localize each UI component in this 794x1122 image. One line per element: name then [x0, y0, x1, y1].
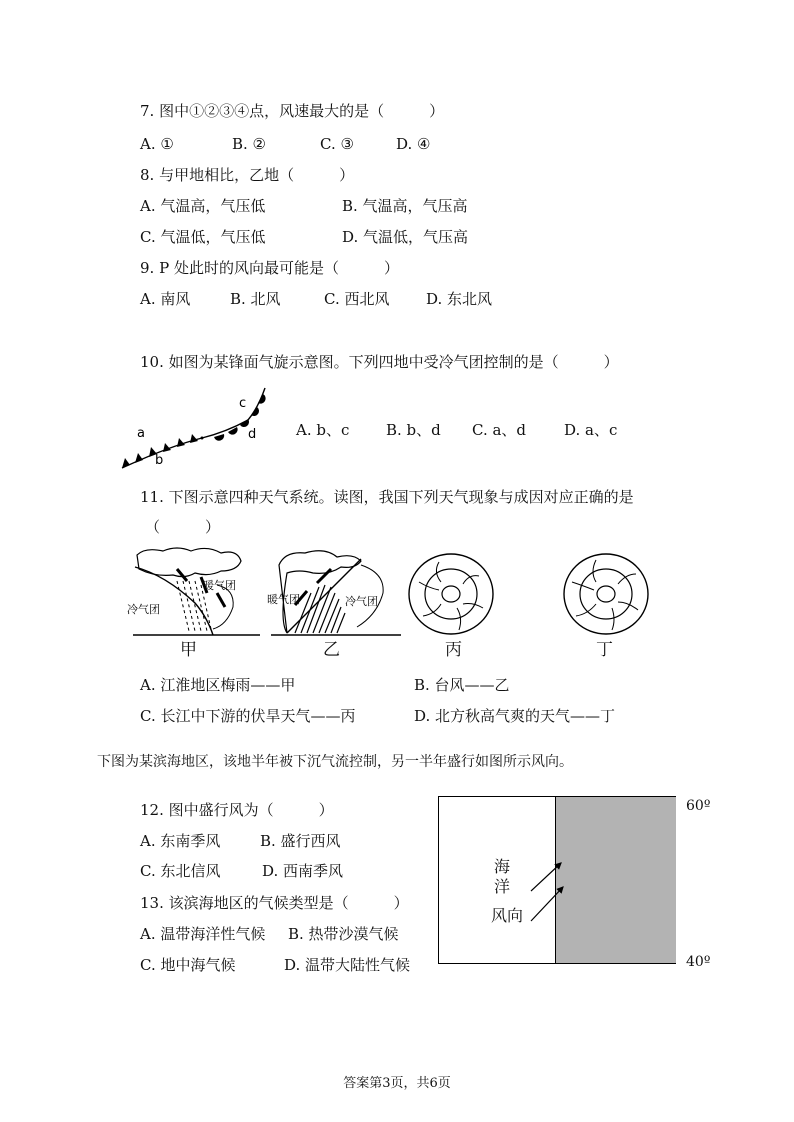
ocean-label	[494, 857, 510, 897]
page-footer: 答案第3页，共6页	[343, 1076, 451, 1091]
q10-stem: 10. 如图为某锋面气旋示意图。下列四地中受冷气团控制的是（ ）	[140, 353, 619, 371]
q13-option-d: D. 温带大陆性气候	[284, 956, 411, 974]
wind-arrow-icon	[531, 887, 563, 921]
cyclone-center-dot	[201, 437, 204, 440]
point-b-label: b	[155, 453, 164, 468]
q9-option-c: C. 西北风	[324, 290, 390, 308]
point-d-label: d	[248, 427, 257, 442]
q13-option-a: A. 温带海洋性气候	[140, 925, 266, 943]
cold-front-triangle	[190, 434, 198, 443]
q12-option-d: D. 西南季风	[262, 862, 344, 880]
q11-option-c: C. 长江中下游的伏旱天气——丙	[140, 707, 356, 725]
ocean-label-char1: 海	[494, 857, 511, 876]
center-isobar	[597, 586, 615, 602]
point-c-label: c	[239, 396, 247, 411]
q8-option-a: A. 气温高，气压低	[140, 197, 266, 215]
caption-jia: 甲	[180, 640, 197, 660]
lat-40-label: 40º	[686, 954, 711, 970]
q11-stem-cont: （ ）	[145, 518, 221, 536]
intro-text: 下图为某滨海地区，该地半年被下沉气流控制，另一半年盛行如图所示风向。	[97, 754, 573, 770]
q8-stem: 8. 与甲地相比，乙地（ ）	[140, 166, 355, 184]
q7-option-d: D. ④	[396, 135, 431, 153]
middle-isobar	[425, 569, 477, 619]
caption-ding: 丁	[596, 640, 613, 660]
diagram-ding	[560, 550, 655, 640]
cloud	[137, 548, 241, 577]
diagram-jia	[125, 545, 265, 640]
center-isobar	[442, 586, 460, 602]
q12-option-b: B. 盛行西风	[260, 832, 341, 850]
q10-option-a: A. b、c	[296, 421, 350, 439]
q9-option-a: A. 南风	[140, 290, 191, 308]
q7-option-a: A. ①	[140, 135, 174, 153]
caption-yi: 乙	[323, 640, 340, 660]
q9-option-d: D. 东北风	[426, 290, 493, 308]
inflow-arrows	[419, 562, 483, 630]
q13-option-b: B. 热带沙漠气候	[288, 925, 399, 943]
q11-option-b: B. 台风——乙	[414, 676, 510, 694]
cold-air-label: 冷气团	[127, 603, 160, 616]
q13-stem: 13. 该滨海地区的气候类型是（ ）	[140, 894, 409, 912]
diagram-yi	[265, 545, 405, 640]
lat-60-label: 60º	[686, 798, 711, 814]
q10-option-b: B. b、d	[386, 421, 441, 439]
warm-front-semicircle	[251, 407, 259, 416]
cloud	[279, 551, 361, 633]
point-a-label: a	[137, 426, 145, 441]
diagram-bing	[405, 550, 500, 640]
wind-arrows	[525, 857, 575, 927]
q7-option-c: C. ③	[320, 135, 354, 153]
cold-front-triangle	[135, 453, 143, 463]
cold-front-triangle	[177, 438, 185, 447]
q11-option-d: D. 北方秋高气爽的天气——丁	[414, 707, 616, 725]
q8-option-c: C. 气温低，气压低	[140, 228, 266, 246]
q12-option-a: A. 东南季风	[140, 832, 221, 850]
q11-stem: 11. 下图示意四种天气系统。读图，我国下列天气现象与成因对应正确的是	[140, 488, 634, 506]
q8-option-d: D. 气温低，气压高	[342, 228, 469, 246]
cold-air-label: 冷气团	[345, 595, 378, 608]
q9-stem: 9. P 处此时的风向最可能是（ ）	[140, 259, 399, 277]
q12-stem: 12. 图中盛行风为（ ）	[140, 801, 334, 819]
q8-option-b: B. 气温高，气压高	[342, 197, 468, 215]
q11-option-a: A. 江淮地区梅雨——甲	[140, 676, 296, 694]
warm-front-semicircle	[214, 434, 224, 441]
warm-air-label: 暖气团	[267, 593, 300, 606]
wind-arrow-icon	[531, 863, 561, 891]
front-cyclone-diagram	[110, 380, 280, 475]
q12-option-c: C. 东北信风	[140, 862, 221, 880]
q9-option-b: B. 北风	[230, 290, 281, 308]
rain-hatch	[295, 585, 345, 633]
q13-option-c: C. 地中海气候	[140, 956, 236, 974]
cold-front-triangle	[122, 458, 130, 468]
q10-option-d: D. a、c	[564, 421, 618, 439]
caption-bing: 丙	[445, 640, 462, 660]
q7-option-b: B. ②	[232, 135, 267, 153]
ocean-label-char2: 洋	[494, 877, 511, 896]
q7-stem: 7. 图中①②③④点，风速最大的是（ ）	[140, 102, 445, 120]
warm-air-label: 暖气团	[203, 579, 236, 592]
wind-label: 风向	[491, 906, 524, 925]
outer-isobar	[409, 554, 493, 634]
coastal-map	[438, 796, 676, 964]
q10-option-c: C. a、d	[472, 421, 527, 439]
outer-isobar	[564, 554, 648, 634]
